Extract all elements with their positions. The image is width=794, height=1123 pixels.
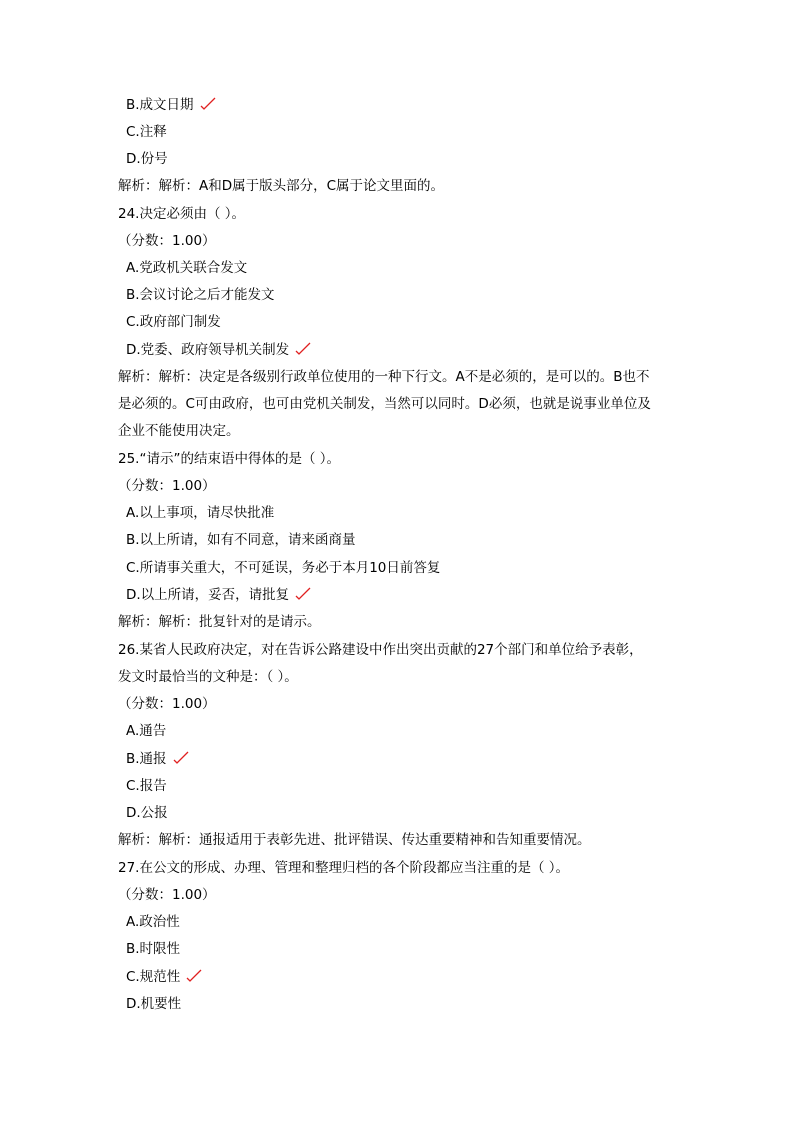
q25-score: （分数：1.00） xyxy=(118,478,216,494)
q24-question: 24.决定必须由（ ）。 xyxy=(118,206,246,222)
q24-explanation-line-2: 是必须的。C可由政府，也可由党机关制发，当然可以同时。D必须，也就是说事业单位及 xyxy=(118,396,651,412)
checkmark-icon xyxy=(295,587,311,601)
q26-question-line-2: 发文时最恰当的文种是：（ ）。 xyxy=(118,669,298,685)
q26-option-a: A.通告 xyxy=(126,723,167,739)
q24-explanation-line-3: 企业不能使用决定。 xyxy=(118,423,240,439)
option-text: D.以上所请，妥否，请批复 xyxy=(126,587,290,603)
option-text: B.成文日期 xyxy=(126,97,194,113)
q24-option-d xyxy=(126,341,696,359)
checkmark-icon xyxy=(173,751,189,765)
q23-option-d: D.份号 xyxy=(126,151,168,167)
q24-option-c: C.政府部门制发 xyxy=(126,314,221,330)
q26-question-line-1: 26.某省人民政府决定，对在告诉公路建设中作出突出贡献的27个部门和单位给予表彰， xyxy=(118,642,643,658)
q26-option-c: C.报告 xyxy=(126,778,167,794)
q25-explanation: 解析：解析：批复针对的是请示。 xyxy=(118,614,321,630)
q26-explanation: 解析：解析：通报适用于表彰先进、批评错误、传达重要精神和告知重要情况。 xyxy=(118,832,591,848)
q27-option-b: B.时限性 xyxy=(126,941,181,957)
checkmark-icon xyxy=(186,969,202,983)
q25-option-c: C.所请事关重大，不可延误，务必于本月10日前答复 xyxy=(126,560,441,576)
q23-explanation: 解析：解析：A和D属于版头部分，C属于论文里面的。 xyxy=(118,178,445,194)
q23-option-b xyxy=(126,96,696,114)
q26-option-b xyxy=(126,750,696,768)
q25-option-b: B.以上所请，如有不同意，请来函商量 xyxy=(126,532,356,548)
q25-option-a: A.以上事项，请尽快批准 xyxy=(126,505,275,521)
q26-score: （分数：1.00） xyxy=(118,696,216,712)
q27-option-a: A.政治性 xyxy=(126,914,180,930)
q27-option-d: D.机要性 xyxy=(126,996,182,1012)
q26-option-d: D.公报 xyxy=(126,805,168,821)
option-text: C.规范性 xyxy=(126,969,181,985)
q24-score: （分数：1.00） xyxy=(118,233,216,249)
q25-option-d xyxy=(126,586,696,604)
q27-question: 27.在公文的形成、办理、管理和整理归档的各个阶段都应当注重的是（ ）。 xyxy=(118,860,570,876)
q24-option-a: A.党政机关联合发文 xyxy=(126,260,248,276)
q23-option-c: C.注释 xyxy=(126,124,167,140)
q27-option-c xyxy=(126,968,696,986)
option-text: D.党委、政府领导机关制发 xyxy=(126,342,290,358)
option-text: B.通报 xyxy=(126,751,167,767)
q24-option-b: B.会议讨论之后才能发文 xyxy=(126,287,275,303)
q24-explanation-line-1: 解析：解析：决定是各级别行政单位使用的一种下行文。A不是必须的，是可以的。B也不 xyxy=(118,369,650,385)
q27-score: （分数：1.00） xyxy=(118,887,216,903)
checkmark-icon xyxy=(200,97,216,111)
q25-question: 25.“请示”的结束语中得体的是（ ）。 xyxy=(118,451,340,467)
checkmark-icon xyxy=(295,342,311,356)
